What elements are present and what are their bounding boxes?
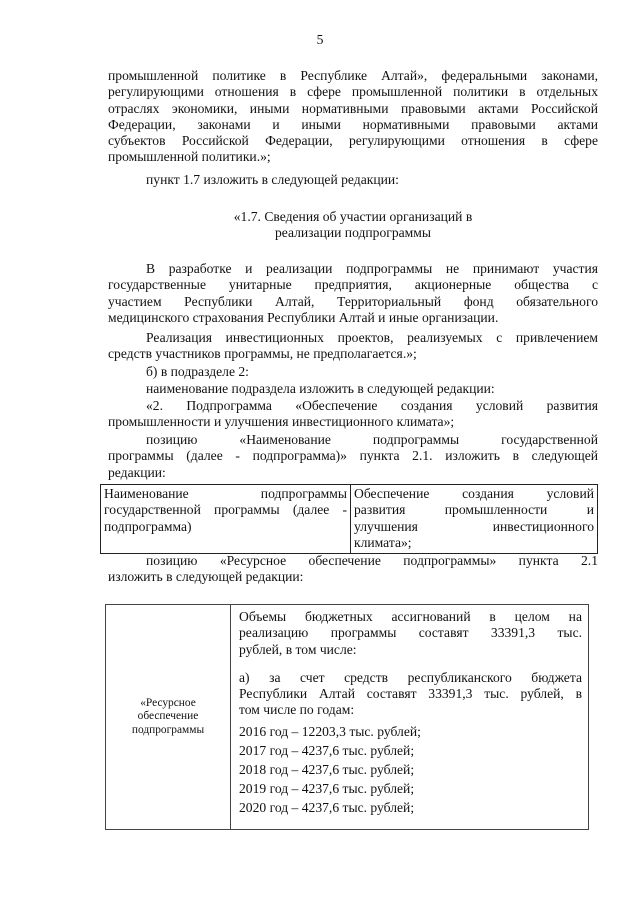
heading-line: реализации подпрограммы	[274, 225, 432, 241]
cell-line: климата»;	[354, 534, 412, 550]
republican-budget-paragraph	[239, 670, 582, 719]
cell-line: подпрограммы	[131, 723, 205, 736]
table-cell-label	[101, 485, 351, 554]
text-line: программы (далее - подпрограмма)» пункта 2.1. изложить в следующей	[108, 448, 598, 464]
text-line: промышленной политике в Республике Алтай», федеральными законами,	[108, 68, 598, 83]
section-heading	[108, 209, 598, 242]
table-cell-label	[106, 605, 231, 830]
text-line: регулирующими отношения в сфере промышленной политики в отдельных	[108, 84, 598, 100]
cell-line: обеспечение	[137, 710, 199, 723]
text-line: изложить в следующей редакции:	[108, 569, 304, 585]
cell-line: Объемы бюджетных ассигнований в целом на	[239, 609, 582, 624]
yearly-amounts-list	[239, 722, 582, 817]
text-line: средств участников программы, не предполагается.»;	[108, 346, 417, 362]
list-item: 2018 год – 4237,6 тыс. рублей;	[239, 761, 415, 777]
paragraph-point-1-7: пункт 1.7 изложить в следующей редакции:	[146, 172, 399, 187]
cell-line: государственной программы (далее -	[104, 502, 347, 518]
text-line: «2. Подпрограмма «Обеспечение создания условий развития	[146, 398, 598, 413]
text-line: Федерации, законами и иными нормативными правовыми актами	[108, 116, 598, 132]
text-line: государственные унитарные предприятия, акционерные общества с	[108, 277, 598, 293]
cell-line: том числе по годам:	[239, 702, 355, 718]
cell-line: развития промышленности и	[354, 502, 594, 518]
table-row	[101, 485, 598, 554]
table-cell-value	[351, 485, 598, 554]
cell-line: Наименование подпрограммы	[104, 486, 347, 501]
cell-line: а) за счет средств республиканского бюджета	[239, 669, 582, 685]
text-line: промышленной политики.»;	[108, 149, 271, 165]
heading-line: «1.7. Сведения об участии организаций в	[233, 209, 473, 224]
table-cell-value	[231, 605, 589, 830]
budget-total-paragraph	[239, 609, 582, 658]
text-line: позицию «Наименование подпрограммы государственной	[146, 432, 598, 447]
paragraph-legal-basis	[108, 68, 598, 166]
page-number: 5	[316, 32, 324, 47]
cell-line: улучшения инвестиционного	[354, 518, 594, 534]
paragraph-participants	[108, 261, 598, 326]
text-line: промышленности и улучшения инвестиционного климата»;	[108, 414, 455, 430]
cell-line: Республики Алтай составят 33391,3 тыс. рублей, в	[239, 686, 582, 702]
paragraph-investment-projects	[108, 330, 598, 363]
text-line: субъектов Российской Федерации, регулирующими отношения в сфере	[108, 133, 598, 149]
list-item: 2017 год – 4237,6 тыс. рублей;	[239, 742, 415, 758]
paragraph-rename-subsection: наименование подраздела изложить в следующей редакции:	[146, 381, 495, 396]
text-line: позицию «Ресурсное обеспечение подпрограммы» пункта 2.1	[146, 553, 598, 568]
cell-line: рублей, в том числе:	[239, 641, 357, 657]
paragraph-position-resources	[108, 553, 598, 586]
text-line: В разработке и реализации подпрограммы не принимают участия	[146, 261, 598, 276]
text-line: участием Республики Алтай, Территориальный фонд обязательного	[108, 293, 598, 309]
paragraph-position-name	[108, 432, 598, 481]
text-line: медицинского страхования Республики Алтай и иные организации.	[108, 309, 499, 325]
text-line: отраслях экономики, иными нормативными правовыми актами Российской	[108, 100, 598, 116]
cell-line: подпрограмма)	[104, 518, 192, 534]
cell-line: «Ресурсное	[140, 697, 196, 710]
list-item: 2019 год – 4237,6 тыс. рублей;	[239, 780, 415, 796]
paragraph-subprogram-title	[108, 398, 598, 431]
cell-line: реализацию программы составят 33391,3 тыс.	[239, 625, 582, 641]
table-row	[106, 605, 589, 830]
text-line: редакции:	[108, 464, 166, 480]
list-item: 2016 год – 12203,3 тыс. рублей;	[239, 723, 421, 739]
resource-provision-table	[105, 604, 589, 830]
list-item: 2020 год – 4237,6 тыс. рублей;	[239, 799, 415, 815]
paragraph-subsection-2: б) в подразделе 2:	[146, 364, 249, 379]
cell-line: Обеспечение создания условий	[354, 486, 594, 501]
subprogram-name-table	[100, 484, 598, 554]
text-line: Реализация инвестиционных проектов, реализуемых с привлечением	[146, 330, 598, 345]
